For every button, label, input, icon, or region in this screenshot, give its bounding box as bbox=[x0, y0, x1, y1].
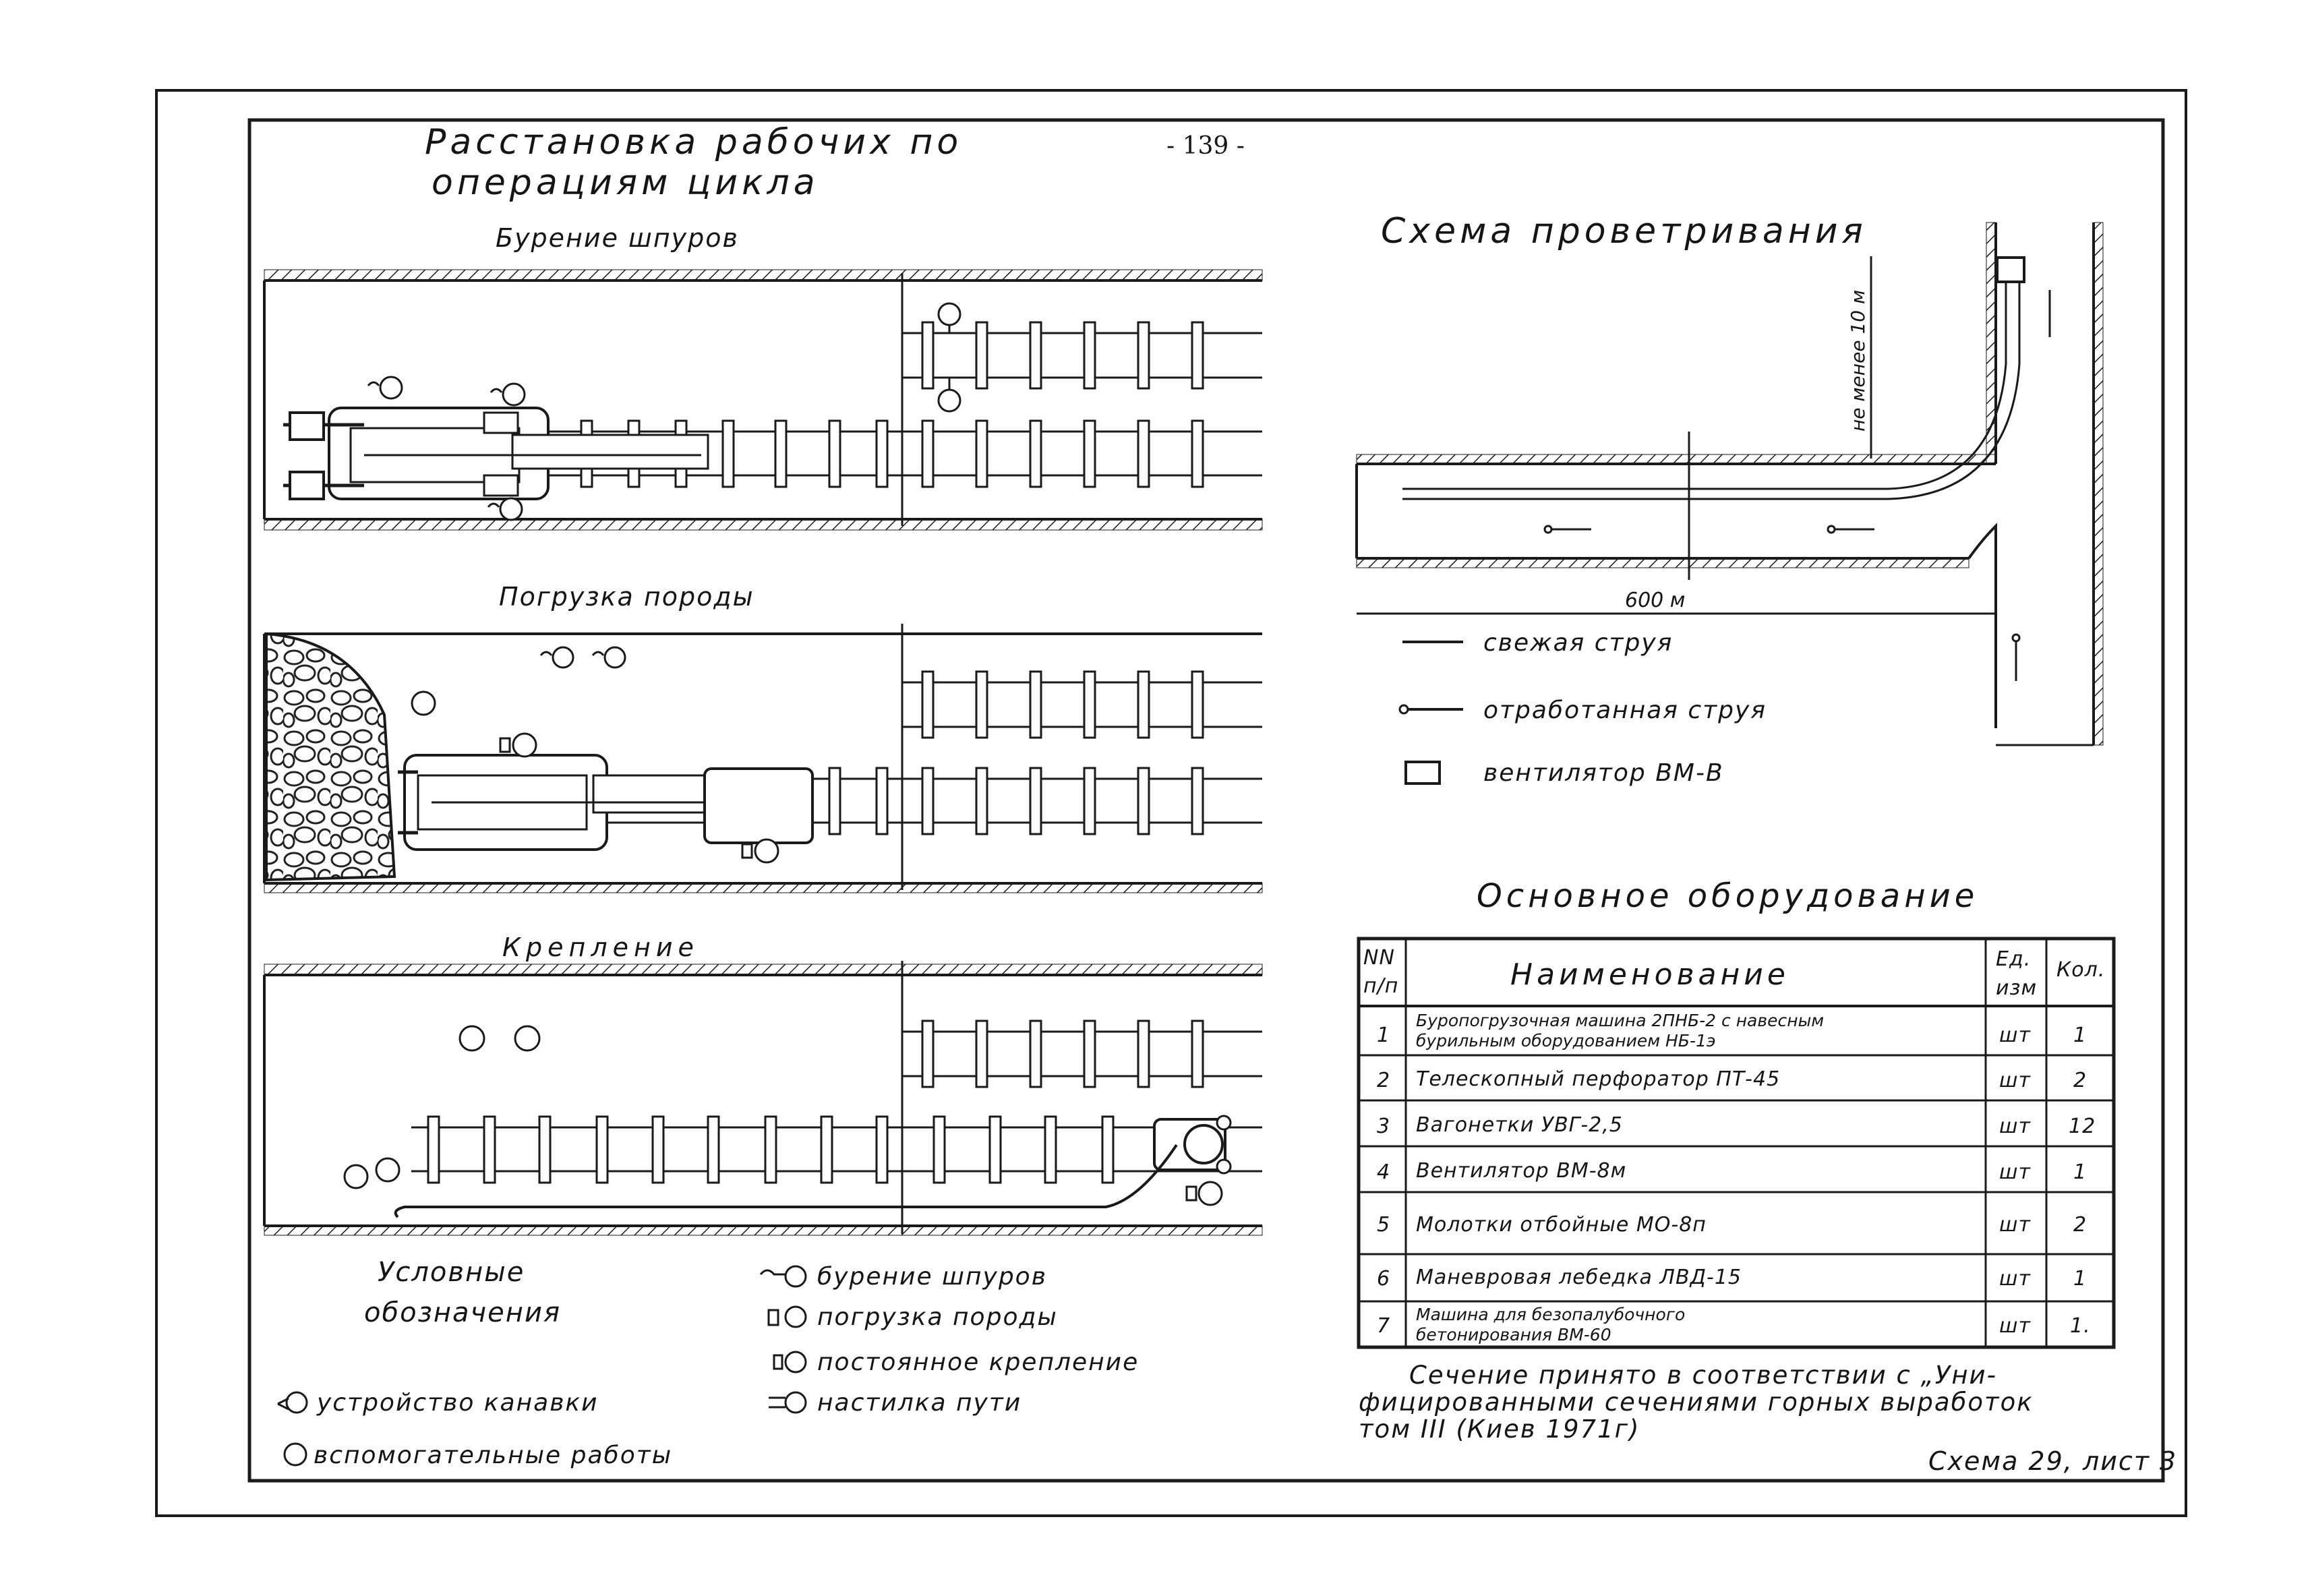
loader-machine-working bbox=[398, 755, 812, 850]
length-label: 600 м bbox=[1625, 589, 1686, 612]
support-worker-icon bbox=[786, 1352, 806, 1372]
ventilation-scheme bbox=[1357, 223, 2103, 787]
fan-legend-icon bbox=[1406, 762, 1440, 784]
conv-drilling: бурение шпуров bbox=[817, 1263, 1047, 1291]
note-line1: Сечение принято в соответствии с „Уни- bbox=[1409, 1361, 1997, 1390]
drilling-worker-icon bbox=[786, 1266, 806, 1287]
panel-loading bbox=[264, 624, 1262, 893]
auxiliary-worker-icon bbox=[285, 1444, 306, 1465]
conv-loading: погрузка породы bbox=[817, 1303, 1058, 1331]
row-name-line1: Молотки отбойные МО-8п bbox=[1416, 1213, 1707, 1237]
row-unit: шт bbox=[1999, 1160, 2031, 1184]
distance-label: не менее 10 м bbox=[1847, 289, 1869, 432]
row-num: 3 bbox=[1377, 1115, 1391, 1138]
row-unit: шт bbox=[1999, 1213, 2031, 1237]
row-name-line1: Телескопный перфоратор ПТ-45 bbox=[1416, 1067, 1781, 1091]
col-qty: Кол. bbox=[2056, 958, 2106, 982]
table-row bbox=[1377, 1113, 2096, 1138]
legend-exhaust-air: отработанная струя bbox=[1483, 697, 1767, 724]
sheet-title-line1: Расстановка рабочих по bbox=[425, 122, 963, 162]
row-qty: 1 bbox=[2073, 1160, 2087, 1184]
conventions-title-line2: обозначения bbox=[364, 1297, 561, 1328]
row-unit: шт bbox=[1999, 1024, 2031, 1047]
panel-drilling bbox=[264, 270, 1262, 530]
panel-title-drilling: Бурение шпуров bbox=[496, 223, 739, 253]
exhaust-air-line bbox=[1400, 705, 1408, 713]
table-row bbox=[1377, 1067, 2087, 1092]
row-qty: 1. bbox=[2070, 1314, 2091, 1338]
row-unit: шт bbox=[1999, 1115, 2031, 1138]
row-name-line1: Вентилятор ВМ-8м bbox=[1416, 1159, 1627, 1183]
row-name-line1: Маневровая лебедка ЛВД-15 bbox=[1416, 1266, 1742, 1289]
row-num: 4 bbox=[1377, 1160, 1391, 1184]
panel-title-support: Крепление bbox=[502, 933, 699, 962]
row-num: 6 bbox=[1377, 1267, 1391, 1291]
legend-fan: вентилятор ВМ-В bbox=[1483, 759, 1724, 787]
table-row bbox=[1377, 1213, 2087, 1237]
conv-track: настилка пути bbox=[817, 1389, 1022, 1417]
table-row bbox=[1377, 1159, 2087, 1184]
row-qty: 1 bbox=[2073, 1024, 2087, 1047]
conv-auxiliary: вспомогательные работы bbox=[314, 1442, 673, 1469]
ventilation-title: Схема проветривания bbox=[1381, 211, 1867, 252]
row-num: 2 bbox=[1377, 1069, 1391, 1092]
col-unit-bottom: изм bbox=[1996, 976, 2038, 1000]
equipment-title: Основное оборудование bbox=[1477, 877, 1979, 915]
row-name-line1: Буропогрузочная машина 2ПНБ-2 с навесным bbox=[1416, 1011, 1825, 1030]
rock-pile bbox=[266, 634, 394, 880]
row-name-line1: Вагонетки УВГ-2,5 bbox=[1416, 1113, 1623, 1137]
row-qty: 12 bbox=[2069, 1115, 2096, 1138]
ditch-worker-icon bbox=[287, 1392, 307, 1413]
note-line3: том III (Киев 1971г) bbox=[1359, 1415, 1640, 1444]
table-row bbox=[1377, 1305, 2091, 1344]
row-qty: 2 bbox=[2073, 1069, 2087, 1092]
col-num-bottom: п/п bbox=[1363, 974, 1399, 998]
row-unit: шт bbox=[1999, 1314, 2031, 1338]
row-name-line2: бурильным оборудованием НБ-1э bbox=[1416, 1031, 1716, 1051]
row-unit: шт bbox=[1999, 1069, 2031, 1092]
upper-track bbox=[902, 322, 1262, 388]
row-qty: 1 bbox=[2073, 1267, 2087, 1291]
sheet-title-line2: операциям цикла bbox=[432, 162, 819, 203]
conventions-title-line1: Условные bbox=[378, 1257, 525, 1288]
row-name-line1: Машина для безопалубочного bbox=[1416, 1305, 1686, 1324]
table-row bbox=[1377, 1011, 2087, 1051]
row-name-line2: бетонирования ВМ-60 bbox=[1416, 1325, 1611, 1344]
page-number: - 139 - bbox=[1166, 132, 1245, 160]
row-num: 7 bbox=[1377, 1314, 1391, 1338]
note-line2: фицированными сечениями горных выработок bbox=[1359, 1388, 2034, 1417]
col-unit-top: Ед. bbox=[1996, 947, 2032, 971]
drill-loader-machine bbox=[283, 408, 708, 499]
row-num: 1 bbox=[1377, 1024, 1391, 1047]
conventions-legend bbox=[278, 1257, 1139, 1469]
panel-title-loading: Погрузка породы bbox=[499, 582, 754, 612]
equipment-table bbox=[1359, 939, 2114, 1347]
row-unit: шт bbox=[1999, 1267, 2031, 1291]
row-num: 5 bbox=[1377, 1213, 1391, 1237]
conv-ditch: устройство канавки bbox=[317, 1389, 599, 1417]
track-worker-icon bbox=[786, 1392, 806, 1413]
legend-fresh-air: свежая струя bbox=[1483, 629, 1674, 657]
loading-worker-icon bbox=[786, 1307, 806, 1327]
row-qty: 2 bbox=[2073, 1213, 2087, 1237]
fan-icon bbox=[1997, 258, 2024, 282]
conv-support: постоянное крепление bbox=[817, 1349, 1139, 1376]
table-row bbox=[1377, 1266, 2087, 1291]
panel-support bbox=[264, 961, 1262, 1235]
col-num-top: NN bbox=[1363, 946, 1395, 970]
sheet-caption: Схема 29, лист 3 bbox=[1928, 1446, 2178, 1476]
col-name: Наименование bbox=[1510, 957, 1789, 992]
